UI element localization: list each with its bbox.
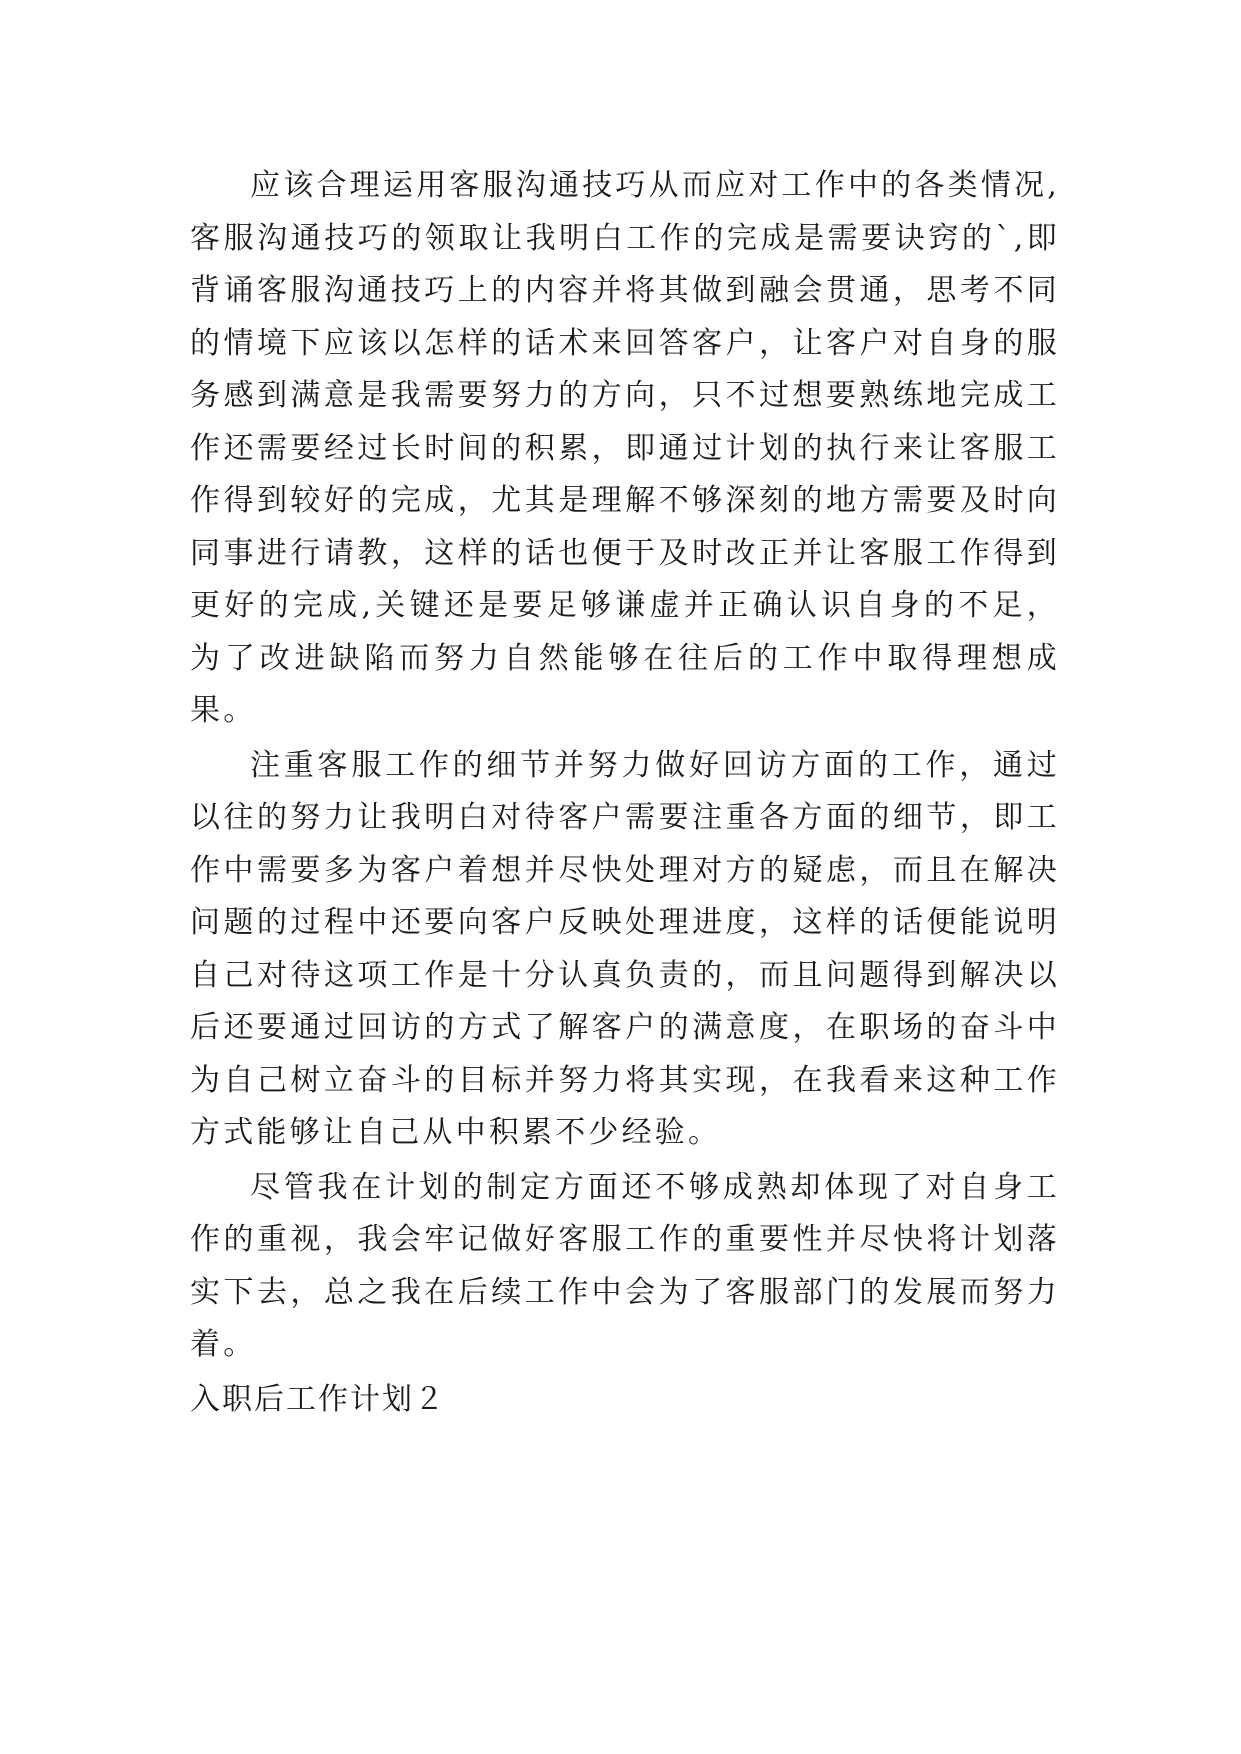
paragraph-2: 注重客服工作的细节并努力做好回访方面的工作，通过以往的努力让我明白对待客户需要注重各方面的细节，即工作中需要多为客户着想并尽快处理对方的疑虑，而且在解决问题的过程中还要向客户反映处理进度，这样的话便能说明自己对待这项工作是十分认真负责的，而且问题得到解决以后还要通过回访的方式了解客户的满意度，在职场的奋斗中为自己树立奋斗的目标并努力将其实现，在我看来这种工作方式能够让自己从中积累不少经验。: [190, 747, 1060, 1150]
section-heading: 入职后工作计划２: [190, 1381, 446, 1417]
paragraph-1: 应该合理运用客服沟通技巧从而应对工作中的各类情况,客服沟通技巧的领取让我明白工作的完成是需要诀窍的`,即背诵客服沟通技巧上的内容并将其做到融会贯通，思考不同的情境下应该以怎样的话术来回答客户，让客户对自身的服务感到满意是我需要努力的方向，只不过想要熟练地完成工作还需要经过长时间的积累，即通过计划的执行来让客服工作得到较好的完成，尤其是理解不够深刻的地方需要及时向同事进行请教，这样的话也便于及时改正并让客服工作得到更好的完成,关键还是要足够谦虚并正确认识自身的不足，为了改进缺陷而努力自然能够在往后的工作中取得理想成果。: [190, 168, 1060, 728]
paragraph-3: 尽管我在计划的制定方面还不够成熟却体现了对自身工作的重视，我会牢记做好客服工作的重要性并尽快将计划落实下去，总之我在后续工作中会为了客服部门的发展而努力着。: [190, 1169, 1060, 1362]
document-body: [190, 160, 1060, 1426]
